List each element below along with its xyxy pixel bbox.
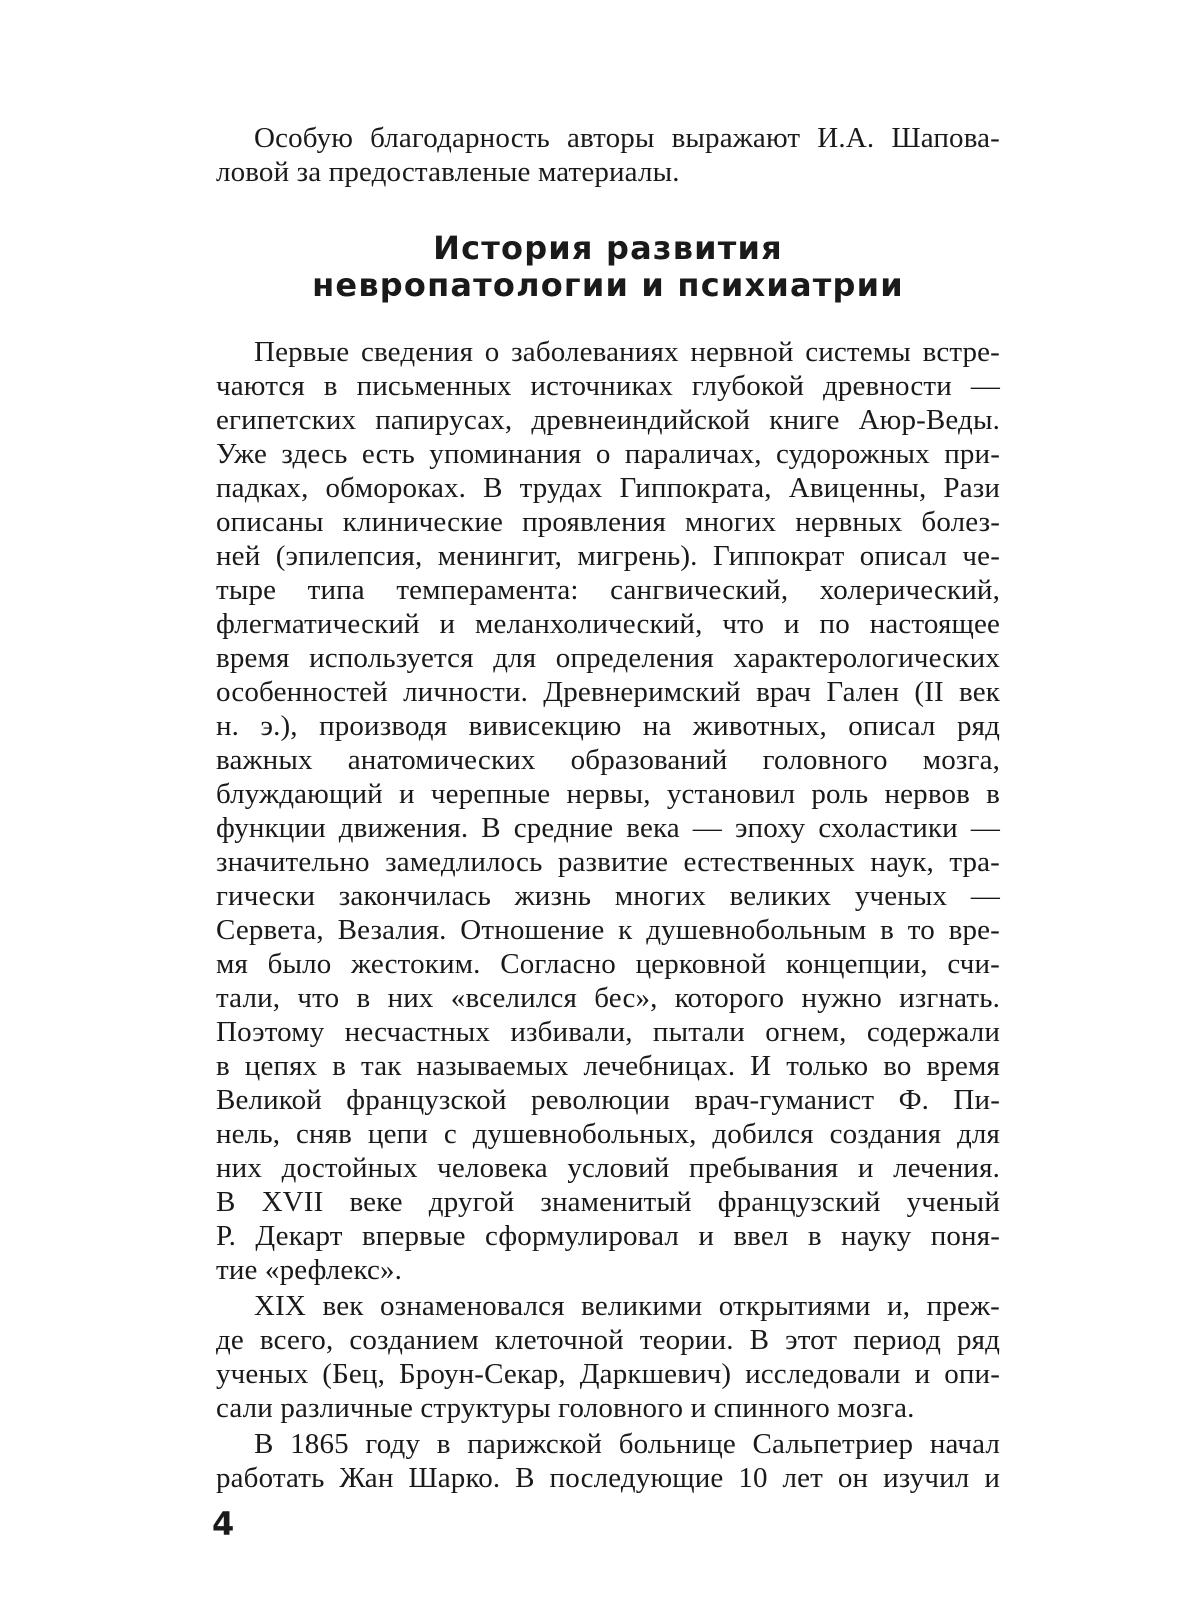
paragraph-line: время используется для определения характерологических [216, 642, 1000, 674]
paragraph-line: де всего, созданием клеточной теории. В этот период ряд [216, 1324, 1000, 1356]
paragraph-line: в цепях в так называемых лечебницах. И только во время [216, 1050, 1000, 1082]
paragraph-line: В XVII веке другой знаменитый французский ученый [216, 1186, 1000, 1218]
paragraph-line: функции движения. В средние века — эпоху схоластики — [216, 812, 1000, 844]
paragraph-line: Поэтому несчастных избивали, пытали огнем, содержали [216, 1016, 1000, 1048]
section-heading-line: История развития [433, 229, 783, 267]
acknowledgment-line: Особую благодарность авторы выражают И.А. Шапова- [254, 122, 1000, 154]
section-heading-line: невропатологии и психиатрии [312, 266, 904, 304]
page-number: 4 [212, 1505, 235, 1543]
paragraph-line: мя было жестоким. Согласно церковной концепции, счи- [216, 948, 1000, 980]
paragraph-line: Великой французской революции врач-гуманист Ф. Пи- [216, 1084, 1000, 1116]
paragraph-line: описаны клинические проявления многих нервных болез- [216, 506, 1000, 538]
paragraph-line: Уже здесь есть упоминания о параличах, судорожных при- [216, 438, 1000, 470]
paragraph-line: Р. Декарт впервые сформулировал и ввел в науку поня- [216, 1220, 1000, 1252]
paragraph-line: н. э.), производя вивисекцию на животных, описал ряд [216, 710, 1000, 742]
paragraph-line: Сервета, Везалия. Отношение к душевнобольным в то вре- [216, 914, 1000, 946]
paragraph-line: тие «рефлекс». [216, 1254, 403, 1286]
paragraph-line: чаются в письменных источниках глубокой древности — [216, 370, 1000, 402]
paragraph-line: блуждающий и черепные нервы, установил роль нервов в [216, 778, 1000, 810]
paragraph-line: египетских папирусах, древнеиндийской книге Аюр-Веды. [216, 404, 1000, 436]
paragraph-line: Первые сведения о заболеваниях нервной системы встре- [254, 336, 1000, 368]
paragraph-line: флегматический и меланхолический, что и по настоящее [216, 608, 1000, 640]
paragraph-line: работать Жан Шарко. В последующие 10 лет он изучил и [216, 1462, 1000, 1494]
acknowledgment-line: ловой за предоставленые материалы. [216, 156, 680, 188]
paragraph-line: тали, что в них «вселился бес», которого нужно изгнать. [216, 982, 1000, 1014]
paragraph-line: нель, сняв цепи с душевнобольных, добился создания для [216, 1118, 1000, 1150]
paragraph-line: них достойных человека условий пребывания и лечения. [216, 1152, 1000, 1184]
paragraph-line: гически закончилась жизнь многих великих ученых — [216, 880, 1000, 912]
paragraph-line: падках, обмороках. В трудах Гиппократа, Авиценны, Рази [216, 472, 1000, 504]
paragraph-line: важных анатомических образований головного мозга, [216, 744, 1000, 776]
paragraph-line: тыре типа темперамента: сангвический, холерический, [216, 574, 1000, 606]
paragraph-line: особенностей личности. Древнеримский врач Гален (II век [216, 676, 1000, 708]
paragraph-line: сали различные структуры головного и спинного мозга. [216, 1392, 915, 1424]
paragraph-line: ней (эпилепсия, менингит, мигрень). Гиппократ описал че- [216, 540, 1000, 572]
paragraph-line: значительно замедлилось развитие естественных наук, тра- [216, 846, 1000, 878]
paragraph-line: В 1865 году в парижской больнице Сальпетриер начал [254, 1428, 1000, 1460]
paragraph-line: XIX век ознаменовался великими открытиями и, преж- [254, 1290, 1000, 1322]
paragraph-line: ученых (Бец, Броун-Секар, Даркшевич) исследовали и опи- [216, 1358, 1000, 1390]
